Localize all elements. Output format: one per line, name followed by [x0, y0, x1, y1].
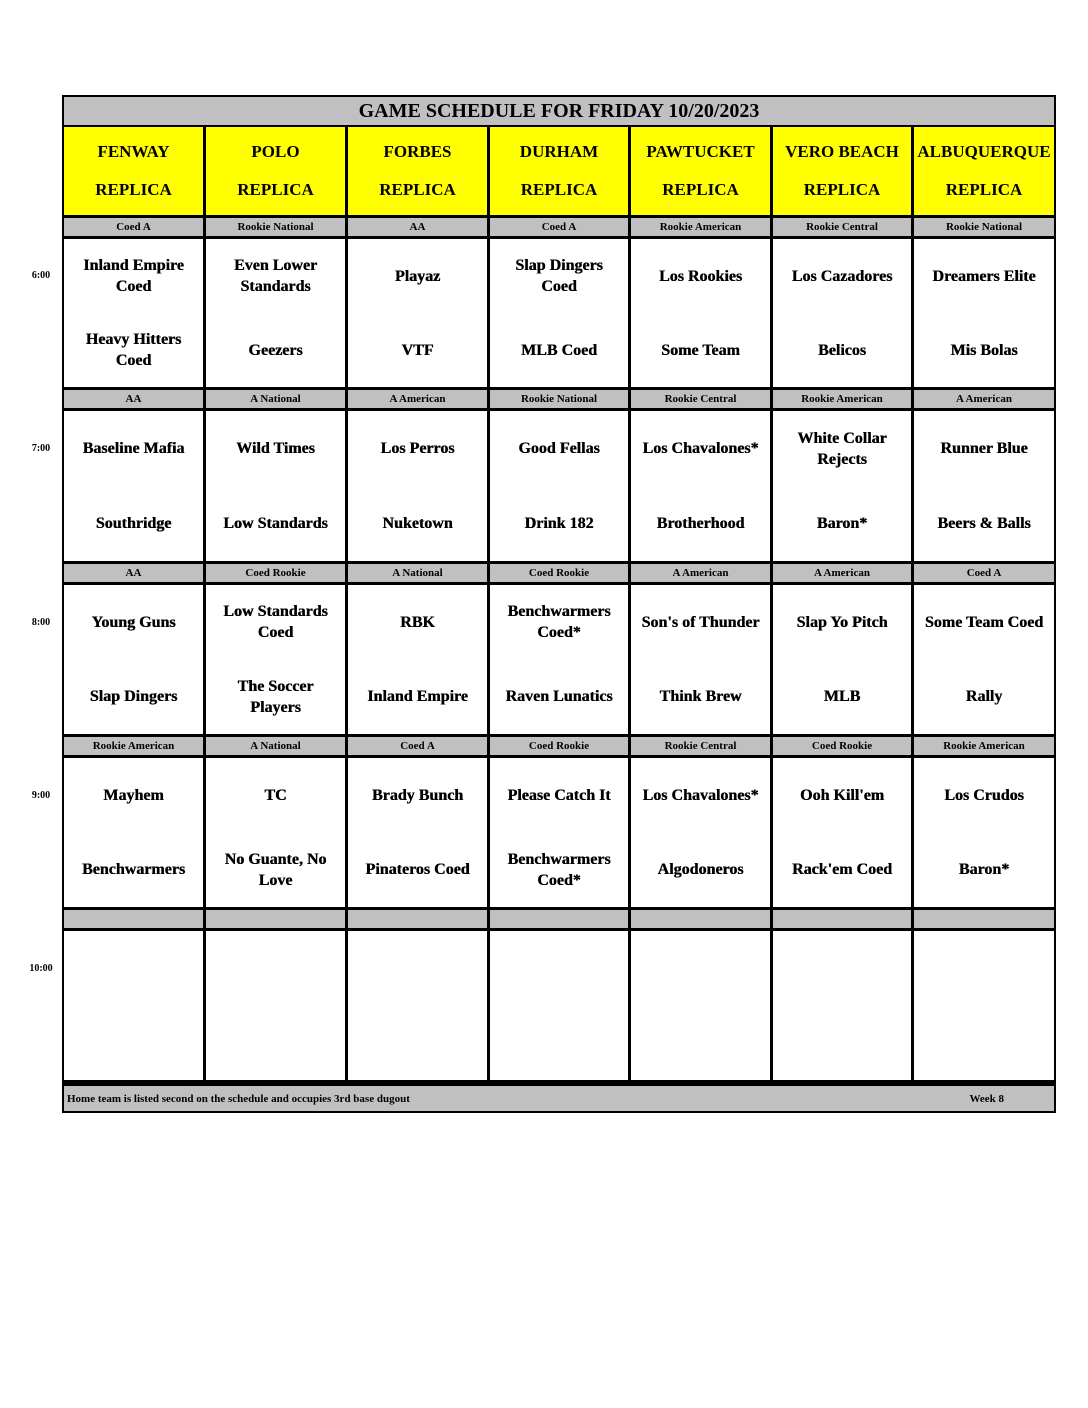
division-label: A American: [348, 390, 490, 408]
home-team: Nuketown: [382, 515, 453, 532]
field-sub: REPLICA: [520, 180, 598, 199]
game-cell: [348, 585, 490, 734]
home-team: The Soccer Players: [237, 677, 314, 716]
footer-note: Home team is listed second on the schedule and occupies 3rd base dugout: [67, 1093, 410, 1105]
field-sub: REPLICA: [379, 180, 456, 199]
division-label: Rookie National: [206, 218, 348, 236]
division-label: Rookie American: [64, 737, 206, 755]
division-row: [64, 218, 1054, 236]
division-label: A American: [914, 390, 1054, 408]
division-label: [490, 910, 631, 928]
page-title: GAME SCHEDULE FOR FRIDAY 10/20/2023: [64, 97, 1054, 127]
division-label: Coed A: [64, 218, 206, 236]
field-name: VERO BEACH: [785, 142, 899, 161]
away-team: Los Perros: [380, 440, 455, 457]
division-label: AA: [64, 390, 206, 408]
game-cell: [490, 411, 631, 561]
games-row: [64, 758, 1054, 907]
away-team: Runner Blue: [940, 440, 1028, 457]
division-label: A American: [631, 564, 773, 582]
home-team: Mis Bolas: [950, 341, 1018, 359]
field-name: FORBES: [383, 142, 452, 161]
away-team: [64, 931, 203, 1006]
game-cell: [631, 931, 773, 1080]
field-name: ALBUQUERQUE: [917, 142, 1051, 161]
home-team: [348, 1006, 487, 1081]
time-label: 10:00: [29, 963, 53, 974]
home-team: [64, 1006, 203, 1081]
away-team: [914, 931, 1054, 1006]
game-cell: [631, 411, 773, 561]
away-team: Los Rookies: [658, 267, 743, 285]
home-team: Pinateros Coed: [365, 861, 470, 879]
division-label: Coed Rookie: [490, 564, 631, 582]
game-cell: [914, 585, 1054, 734]
field-sub: REPLICA: [803, 180, 881, 199]
division-row: [64, 564, 1054, 582]
game-cell: [490, 758, 631, 907]
division-label: Coed A: [490, 218, 631, 236]
division-label: Rookie American: [631, 218, 773, 236]
game-cell: [914, 411, 1054, 561]
division-label: [348, 910, 490, 928]
away-team: [206, 931, 345, 1006]
away-team: Slap Yo Pitch: [796, 613, 888, 631]
division-label: [914, 910, 1054, 928]
game-cell: [631, 758, 773, 907]
away-team: Even Lower Standards: [233, 257, 318, 295]
field-header: [631, 127, 773, 215]
away-team: Dreamers Elite: [932, 267, 1036, 285]
division-label: A National: [206, 390, 348, 408]
game-cell: [773, 585, 914, 734]
away-team: Inland Empire Coed: [83, 257, 184, 295]
away-team: Brady Bunch: [371, 786, 464, 804]
home-team: [631, 1006, 770, 1081]
home-team: [773, 1006, 911, 1081]
field-header: [206, 127, 348, 215]
game-cell: [490, 931, 631, 1080]
game-cell: [206, 411, 348, 561]
field-name: FENWAY: [97, 142, 170, 161]
home-team: Benchwarmers: [81, 861, 186, 879]
field-sub: REPLICA: [95, 180, 172, 199]
home-team: Algodoneros: [657, 861, 744, 879]
division-row: [64, 737, 1054, 755]
game-cell: [64, 931, 206, 1080]
time-label: 9:00: [31, 790, 51, 801]
division-label: Rookie American: [914, 737, 1054, 755]
away-team: Los Crudos: [944, 786, 1024, 804]
game-cell: [348, 931, 490, 1080]
home-team: Beers & Balls: [937, 515, 1031, 532]
time-label: 8:00: [31, 617, 51, 628]
week-label: Week 8: [969, 1093, 1004, 1105]
away-team: Playaz: [394, 267, 441, 285]
division-label: Coed A: [348, 737, 490, 755]
game-cell: [914, 239, 1054, 387]
game-cell: [631, 239, 773, 387]
field-sub: REPLICA: [945, 180, 1023, 199]
division-label: [773, 910, 914, 928]
home-team: Drink 182: [524, 515, 594, 532]
game-cell: [64, 239, 206, 387]
division-row: [64, 910, 1054, 928]
division-label: Coed Rookie: [773, 737, 914, 755]
away-team: Baseline Mafia: [82, 440, 185, 457]
away-team: [348, 931, 487, 1006]
games-row: [64, 239, 1054, 387]
field-name: DURHAM: [519, 142, 599, 161]
field-header: [64, 127, 206, 215]
home-team: Belicos: [818, 341, 866, 359]
field-name: POLO: [251, 142, 300, 161]
home-team: [206, 1006, 345, 1081]
division-label: Rookie Central: [773, 218, 914, 236]
away-team: Slap Dingers Coed: [515, 257, 603, 295]
home-team: Geezers: [248, 341, 303, 359]
division-label: [206, 910, 348, 928]
game-cell: [64, 758, 206, 907]
home-team: Some Team: [661, 341, 740, 359]
away-team: Wild Times: [236, 440, 315, 457]
division-label: Rookie American: [773, 390, 914, 408]
home-team: Heavy Hitters Coed: [85, 331, 182, 369]
division-label: Coed A: [914, 564, 1054, 582]
home-team: Baron*: [958, 861, 1010, 879]
home-team: Baron*: [816, 515, 868, 532]
home-team: MLB Coed: [521, 341, 597, 359]
home-team: Rally: [965, 688, 1003, 706]
field-header: [348, 127, 490, 215]
away-team: Mayhem: [103, 786, 164, 804]
game-cell: [206, 585, 348, 734]
away-team: Low Standards Coed: [223, 603, 328, 642]
away-team: RBK: [400, 613, 435, 631]
away-team: Los Cazadores: [791, 267, 893, 285]
away-team: Some Team Coed: [924, 613, 1044, 631]
home-team: Slap Dingers: [89, 688, 178, 706]
schedule-footer: [64, 1083, 1054, 1111]
away-team: TC: [264, 786, 287, 804]
away-team: [490, 931, 628, 1006]
game-cell: [631, 585, 773, 734]
field-header: [490, 127, 631, 215]
game-cell: [490, 239, 631, 387]
away-team: Ooh Kill'em: [800, 786, 884, 804]
home-team: No Guante, No Love: [224, 850, 327, 889]
game-cell: [348, 758, 490, 907]
game-cell: [773, 411, 914, 561]
game-cell: [773, 239, 914, 387]
game-cell: [773, 931, 914, 1080]
home-team: Benchwarmers Coed*: [507, 850, 611, 889]
home-team: Southridge: [95, 515, 172, 532]
home-team: Brotherhood: [656, 515, 745, 532]
division-label: Coed Rookie: [490, 737, 631, 755]
division-label: A National: [348, 564, 490, 582]
away-team: Los Chavalones*: [642, 786, 759, 804]
away-team: White Collar Rejects: [797, 429, 887, 468]
away-team: Son's of Thunder: [641, 613, 760, 631]
time-label: 6:00: [31, 270, 51, 281]
field-sub: REPLICA: [662, 180, 739, 199]
division-row: [64, 390, 1054, 408]
game-cell: [64, 411, 206, 561]
time-label: 7:00: [31, 443, 51, 454]
division-label: [631, 910, 773, 928]
away-team: Young Guns: [91, 613, 176, 631]
away-team: [773, 931, 911, 1006]
home-team: [490, 1006, 628, 1081]
games-row: [64, 931, 1054, 1080]
game-cell: [348, 239, 490, 387]
away-team: Los Chavalones*: [642, 440, 759, 457]
games-row: [64, 585, 1054, 734]
division-label: Rookie Central: [631, 737, 773, 755]
games-row: [64, 411, 1054, 561]
home-team: MLB: [823, 688, 861, 706]
field-sub: REPLICA: [237, 180, 314, 199]
game-cell: [773, 758, 914, 907]
game-cell: [206, 931, 348, 1080]
game-cell: [914, 931, 1054, 1080]
schedule-sheet: [62, 95, 1056, 1113]
division-label: Rookie National: [914, 218, 1054, 236]
game-cell: [914, 758, 1054, 907]
away-team: Benchwarmers Coed*: [507, 603, 611, 642]
away-team: Please Catch It: [507, 786, 611, 804]
game-cell: [490, 585, 631, 734]
home-team: Think Brew: [659, 688, 742, 706]
game-cell: [348, 411, 490, 561]
division-label: AA: [64, 564, 206, 582]
division-label: A American: [773, 564, 914, 582]
field-name: PAWTUCKET: [646, 142, 755, 161]
home-team: Low Standards: [223, 515, 328, 532]
division-label: AA: [348, 218, 490, 236]
division-label: [64, 910, 206, 928]
home-team: Rack'em Coed: [792, 861, 892, 879]
field-header: [773, 127, 914, 215]
game-cell: [206, 758, 348, 907]
home-team: [914, 1006, 1054, 1081]
home-team: Raven Lunatics: [505, 688, 613, 706]
home-team: VTF: [401, 341, 434, 359]
game-cell: [206, 239, 348, 387]
time-column: [20, 0, 62, 1408]
division-label: Rookie National: [490, 390, 631, 408]
away-team: [631, 931, 770, 1006]
field-header: [914, 127, 1054, 215]
division-label: A National: [206, 737, 348, 755]
game-cell: [64, 585, 206, 734]
home-team: Inland Empire: [367, 688, 468, 706]
field-header-row: [64, 127, 1054, 215]
division-label: Rookie Central: [631, 390, 773, 408]
away-team: Good Fellas: [518, 440, 600, 457]
division-label: Coed Rookie: [206, 564, 348, 582]
